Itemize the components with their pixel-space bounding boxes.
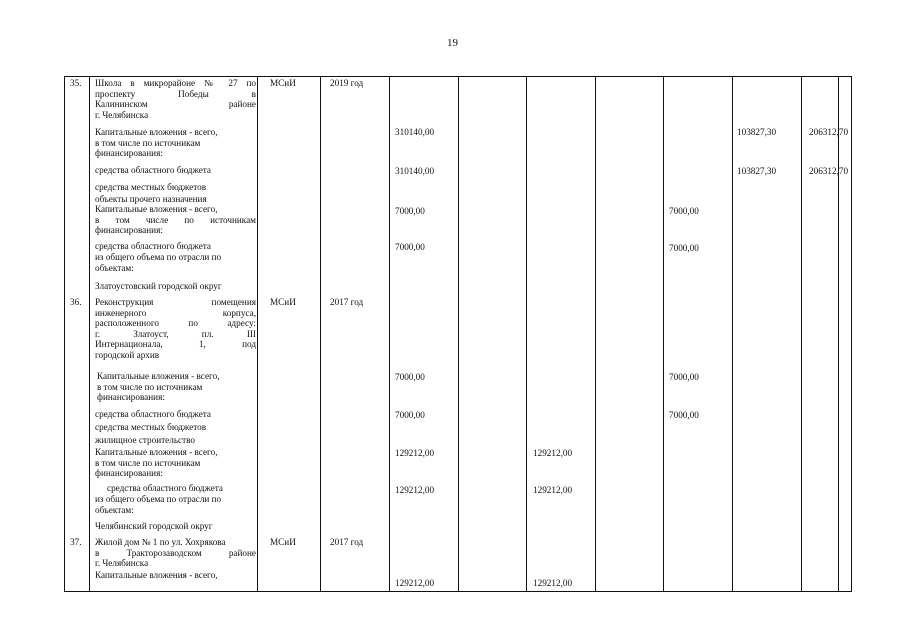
- budget-table: [64, 76, 852, 592]
- value-total: 7000,00: [395, 206, 425, 216]
- value-col9: 103827,30: [737, 166, 777, 176]
- object-title: Школа в микрорайоне № 27 по проспекту Победы в Калининском районе г. Челябинска: [95, 78, 256, 120]
- section-heading: объекты прочего назначения: [95, 194, 207, 204]
- branch-label: из общего объема по отрасли по объектам:: [95, 494, 222, 515]
- customer-cell: МСиИ: [270, 537, 296, 547]
- page-number: 19: [447, 37, 458, 49]
- year-cell: 2017 год: [330, 297, 364, 307]
- column-divider: [732, 77, 733, 591]
- value-col6: 129212,00: [533, 485, 573, 495]
- value-total: 7000,00: [395, 410, 425, 420]
- value-col10: 206312,70: [809, 127, 849, 137]
- column-divider: [838, 77, 839, 591]
- capital-investments-label: Капитальные вложения - всего,: [95, 570, 218, 580]
- column-divider: [663, 77, 664, 591]
- value-total: 310140,00: [395, 166, 435, 176]
- section-heading: жилищное строительство: [95, 435, 195, 445]
- column-divider: [801, 77, 802, 591]
- row-number: 36.: [70, 297, 82, 307]
- value-col8: 7000,00: [669, 243, 699, 253]
- district-heading: Челябинский городской округ: [95, 521, 213, 531]
- value-col8: 7000,00: [669, 372, 699, 382]
- object-title: Жилой дом № 1 по ул. Хохрякова в Тракторозаводском районе г. Челябинска: [95, 537, 256, 569]
- capital-investments-label: Капитальные вложения - всего, в том числе по источникам финансирования:: [97, 371, 220, 403]
- regional-budget-label: средства областного бюджета: [95, 165, 211, 175]
- year-cell: 2017 год: [330, 537, 364, 547]
- value-col6: 129212,00: [533, 578, 573, 588]
- year-cell: 2019 год: [330, 78, 364, 88]
- column-divider: [389, 77, 390, 591]
- capital-investments-label: Капитальные вложения - всего, в том числе по источникам финансирования:: [95, 127, 218, 159]
- customer-cell: МСиИ: [270, 78, 296, 88]
- capital-investments-label: Капитальные вложения - всего, в том числе по источникам финансирования:: [95, 447, 218, 479]
- value-total: 7000,00: [395, 372, 425, 382]
- value-col8: 7000,00: [669, 410, 699, 420]
- local-budget-label: средства местных бюджетов: [95, 182, 207, 192]
- value-total: 129212,00: [395, 448, 435, 458]
- value-total: 310140,00: [395, 127, 435, 137]
- regional-budget-label: средства областного бюджета: [95, 409, 211, 419]
- value-col8: 7000,00: [669, 206, 699, 216]
- district-heading: Златоустовский городской округ: [95, 281, 222, 291]
- column-divider: [458, 77, 459, 591]
- row-number: 37.: [70, 537, 82, 547]
- value-col9: 103827,30: [737, 127, 777, 137]
- customer-cell: МСиИ: [270, 297, 296, 307]
- column-divider: [257, 77, 258, 591]
- branch-label: из общего объема по отрасли по объектам:: [95, 252, 222, 273]
- value-col10: 206312,70: [809, 166, 849, 176]
- column-divider: [595, 77, 596, 591]
- regional-budget-label: средства областного бюджета: [107, 483, 223, 493]
- capital-investments-label: Капитальные вложения - всего, в том числе по источникам финансирования:: [95, 204, 256, 236]
- column-divider: [320, 77, 321, 591]
- row-number: 35.: [70, 78, 82, 88]
- value-total: 7000,00: [395, 242, 425, 252]
- object-title: Реконструкция помещения инженерного корпуса, расположенного по адресу: г. Златоуст, пл. III Интернационала, 1, под городской архив: [95, 297, 256, 360]
- regional-budget-label: средства областного бюджета: [95, 241, 211, 251]
- value-total: 129212,00: [395, 578, 435, 588]
- column-divider: [89, 77, 90, 591]
- local-budget-label: средства местных бюджетов: [95, 422, 207, 432]
- value-total: 129212,00: [395, 485, 435, 495]
- column-divider: [526, 77, 527, 591]
- value-col6: 129212,00: [533, 448, 573, 458]
